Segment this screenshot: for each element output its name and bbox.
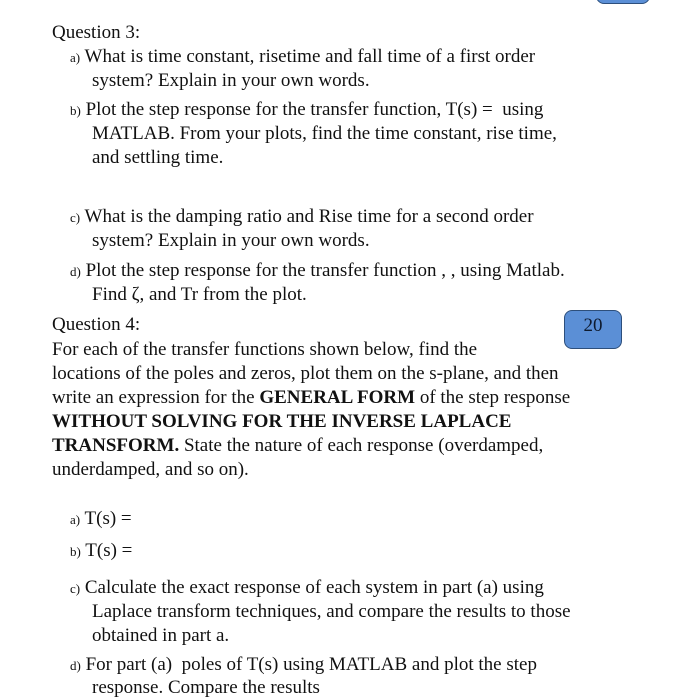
q4-item-d	[70, 654, 537, 677]
q3-item-b-line2: MATLAB. From your plots, find the time constant, rise time,	[92, 123, 557, 144]
q4-item-d-line1: For part (a) poles of T(s) using MATLAB and plot the step	[85, 654, 537, 675]
q4-item-d-label: d)	[70, 658, 81, 673]
q3-item-d	[70, 260, 565, 283]
points-badge	[564, 310, 622, 349]
points-badge-value: 20	[583, 315, 603, 336]
top-edge-badge	[596, 0, 650, 4]
q3-item-c-line1: What is the damping ratio and Rise time for a second order	[84, 206, 534, 227]
q4-item-c	[70, 577, 544, 600]
q4-para-without-solving: WITHOUT SOLVING FOR THE INVERSE LAPLACE	[52, 411, 512, 432]
q3-item-b-line3: and settling time.	[92, 147, 224, 168]
q4-para-transform: TRANSFORM.	[52, 435, 180, 456]
q4-para-line5-post: State the nature of each response (overdamped,	[179, 435, 544, 456]
q3-item-a	[70, 46, 535, 69]
q4-para-general-form: GENERAL FORM	[259, 387, 416, 408]
q3-item-a-line1: What is time constant, risetime and fall time of a first order	[84, 46, 536, 67]
q4-para-line1: For each of the transfer functions shown below, find the	[52, 339, 478, 360]
q4-para-line2: locations of the poles and zeros, plot them on the s-plane, and then	[52, 363, 559, 384]
q3-item-a-line2: system? Explain in your own words.	[92, 70, 370, 91]
q4-item-d-line2: response. Compare the results	[92, 677, 320, 698]
q4-item-c-line3: obtained in part a.	[92, 625, 230, 646]
q4-para-line3-pre: write an expression for the	[52, 387, 260, 408]
q4-item-a-line1: T(s) =	[84, 508, 132, 529]
q4-item-a-label: a)	[70, 512, 81, 527]
q4-item-a	[70, 508, 132, 531]
q4-item-c-line1: Calculate the exact response of each system in part (a) using	[84, 577, 544, 598]
q4-para-line4	[52, 411, 511, 433]
q3-item-a-label: a)	[70, 50, 81, 65]
q4-para-line6: underdamped, and so on).	[52, 459, 249, 480]
q4-item-c-label: c)	[70, 581, 81, 596]
q3-item-b	[70, 99, 543, 122]
q4-item-c-line2: Laplace transform techniques, and compare the results to those	[92, 601, 571, 622]
q3-item-b-label: b)	[70, 103, 81, 118]
q4-para-line3	[52, 387, 570, 409]
q3-item-d-label: d)	[70, 264, 81, 279]
q4-para-line5	[52, 435, 543, 457]
q3-item-b-line1: Plot the step response for the transfer function, T(s) = using	[85, 99, 544, 120]
question-3-title: Question 3:	[52, 22, 141, 43]
q3-item-d-line2: Find ζ, and Tr from the plot.	[92, 284, 307, 305]
q4-item-b-label: b)	[70, 544, 81, 559]
q3-item-c-label: c)	[70, 210, 81, 225]
q3-item-d-line1: Plot the step response for the transfer function , , using Matlab.	[85, 260, 565, 281]
q3-item-c	[70, 206, 534, 229]
q4-item-b	[70, 540, 132, 563]
question-4-title: Question 4:	[52, 314, 141, 335]
q4-item-b-line1: T(s) =	[85, 540, 133, 561]
q4-para-line3-post: of the step response	[415, 387, 571, 408]
q3-item-c-line2: system? Explain in your own words.	[92, 230, 370, 251]
